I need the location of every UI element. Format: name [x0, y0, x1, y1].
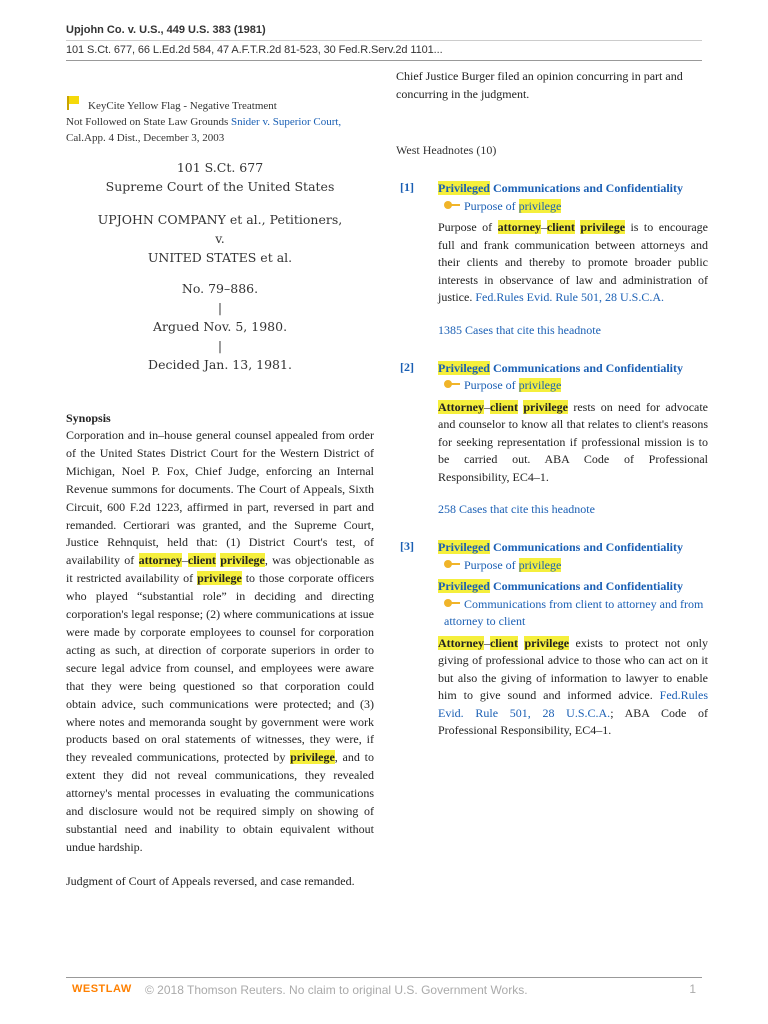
judgment-text: Judgment of Court of Appeals reversed, and case remanded.	[66, 873, 355, 888]
separator: |	[217, 338, 223, 353]
headnote-2	[396, 360, 708, 518]
citing-cases-link[interactable]: 258 Cases that cite this headnote	[438, 502, 595, 516]
header-rule	[66, 60, 702, 61]
keycite-block	[66, 96, 374, 146]
document-title: Upjohn Co. v. U.S., 449 U.S. 383 (1981)	[66, 24, 266, 36]
key-icon	[444, 599, 460, 607]
versus: v.	[215, 231, 225, 246]
footer-rule	[66, 977, 702, 978]
copyright-text: © 2018 Thomson Reuters. No claim to original U.S. Government Works.	[145, 983, 528, 997]
rule-501-link[interactable]: Fed.Rules Evid. Rule 501, 28 U.S.C.A.	[438, 688, 708, 720]
citing-cases-link[interactable]: 1385 Cases that cite this headnote	[438, 322, 601, 337]
topic-link[interactable]: Privileged Communications and Confidentiality	[438, 360, 684, 375]
synopsis-heading: Synopsis	[66, 411, 111, 425]
subtopic-link[interactable]: Purpose of privilege	[438, 198, 708, 216]
snider-link[interactable]: Snider v. Superior Court,	[230, 116, 342, 128]
decided-date: Decided Jan. 13, 1981.	[148, 357, 292, 372]
respondent: UNITED STATES et al.	[147, 250, 293, 265]
headnote-text: Attorney–client privilege exists to protect not only giving of professional advice to those who can act on it but also the giving of information to lawyer to enable him to give sound and informed advice. Fed.Rules Evid. Rule 501, 28 U.S.C.A.; ABA Code of Professional Responsibility, EC4–1.	[438, 635, 708, 737]
rule-501-link[interactable]: Fed.Rules Evid. Rule 501, 28 U.S.C.A.	[475, 290, 664, 304]
subtopic-link[interactable]: Communications from client to attorney and from attorney to client	[444, 596, 704, 628]
petitioner: UPJOHN COMPANY et al., Petitioners,	[97, 212, 343, 227]
docket-info	[66, 279, 374, 374]
key-icon	[444, 201, 460, 209]
header-divider	[66, 40, 702, 41]
court-name: Supreme Court of the United States	[105, 179, 335, 194]
topic-link[interactable]: Privileged Communications and Confidentiality	[438, 540, 684, 554]
headnote-number[interactable]: [3]	[400, 539, 414, 553]
left-column	[66, 96, 374, 891]
topic-link[interactable]: Privileged Communications and Confidentiality	[438, 579, 684, 593]
west-headnotes-heading: West Headnotes (10)	[396, 143, 497, 157]
case-parties	[66, 210, 374, 267]
key-icon	[444, 380, 460, 388]
treatment-suffix: Cal.App. 4 Dist., December 3, 2003	[66, 132, 225, 144]
keycite-flag-label: KeyCite Yellow Flag - Negative Treatment	[88, 100, 277, 112]
right-column	[396, 68, 708, 740]
headnote-1	[396, 180, 708, 338]
subtopic-link[interactable]: Purpose of privilege	[438, 377, 708, 395]
subtopic-link[interactable]: Purpose of privilege	[438, 557, 708, 575]
headnote-number[interactable]: [2]	[400, 359, 414, 374]
parallel-citations: 101 S.Ct. 677, 66 L.Ed.2d 584, 47 A.F.T.R.2d 81-523, 30 Fed.R.Serv.2d 1101...	[66, 44, 443, 56]
westlaw-logo: WESTLAW	[72, 983, 132, 995]
concurrence-note: Chief Justice Burger filed an opinion concurring in part and concurring in the judgment.	[396, 69, 683, 101]
headnote-3	[396, 539, 708, 740]
reporter-citation: 101 S.Ct. 677	[176, 160, 264, 175]
headnote-text: Attorney–client privilege rests on need for advocate and counselor to know all that relates to client's reasons for seeking representation if professional mission is to be carried out. ABA Code of Professional Responsibility, EC4–1.	[438, 399, 709, 484]
page-number: 1	[689, 982, 696, 996]
topic-link[interactable]: Privileged Communications and Confidentiality	[438, 181, 684, 195]
headnote-number[interactable]: [1]	[400, 180, 414, 194]
yellow-flag-icon	[66, 96, 82, 110]
argued-date: Argued Nov. 5, 1980.	[152, 319, 288, 334]
synopsis-text: Corporation and in–house general counsel appealed from order of the United States District Court for the Western District of Michigan, Noel P. Fox, Chief Judge, enforcing an Internal Revenue summons for documents. The Court of Appeals, Sixth Circuit, 600 F.2d 1223, affirmed in part, reversed in part and remanded. Certiorari was granted, and the Supreme Court, Justice Rehnquist, held that: (1) District Court's test, of availability of attorney–client privilege, was objectionable as it restricted availability of privilege to those corporate officers who played “substantial role” in deciding and directing corporation's legal response; (2) where communications at issue were made by corporate employees to counsel for corporation acting as such, at direction of corporate superiors in order to secure legal advice from counsel, and employees were aware that they were being questioned so that corporation could obtain advice, such communications were protected; and (3) where notes and memoranda sought by government were work products based on oral statements of witnesses, they were, if they revealed communications, protected by privilege, and to extent they did not reveal communications, they revealed attorney's mental processes in evaluating the communications and disclosure would not be required simply on showing of substantial need and inability to obtain equivalent without undue hardship.	[66, 428, 375, 854]
docket-number: No. 79–886.	[181, 281, 259, 296]
key-icon	[444, 560, 460, 568]
treatment-prefix: Not Followed on State Law Grounds	[66, 116, 229, 128]
headnote-text: Purpose of attorney–client privilege is to encourage full and frank communication between attorneys and their clients and thereby to promote broader public interests in observance of law and administration of justice. Fed.Rules Evid. Rule 501, 28 U.S.C.A.	[438, 220, 709, 304]
separator: |	[217, 300, 223, 315]
